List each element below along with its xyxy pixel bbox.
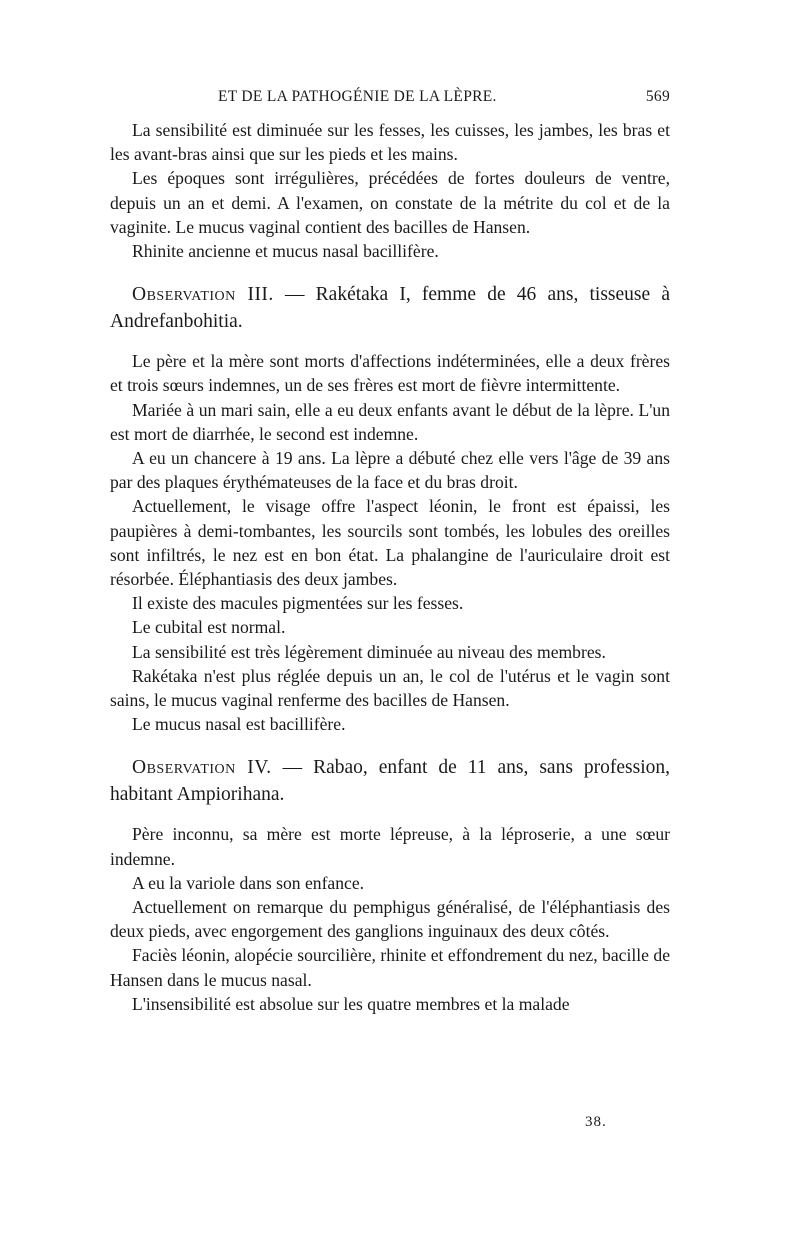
observation-3-heading-text: — Rakétaka I, femme de 46 ans, tisseuse à Andrefanbohitia. — [110, 284, 670, 333]
paragraph: Actuellement on remarque du pemphigus généralisé, de l'éléphantiasis des deux pieds, avec engorgement des ganglions inguinaux des deux côtés. — [110, 897, 670, 942]
running-head-title: ET DE LA PATHOGÉNIE DE LA LÈPRE. — [218, 88, 497, 105]
paragraph: Le cubital est normal. — [132, 617, 286, 638]
paragraph: La sensibilité est diminuée sur les fesses, les cuisses, les jambes, les bras et les avant-bras ainsi que sur les pieds et les mains. — [110, 120, 670, 165]
running-head — [110, 88, 670, 112]
observation-3-heading — [110, 281, 670, 335]
paragraph: L'insensibilité est absolue sur les quatre membres et la malade — [132, 993, 570, 1014]
paragraph: A eu la variole dans son enfance. — [132, 872, 365, 893]
page-number: 569 — [645, 88, 670, 105]
paragraph: La sensibilité est très légèrement diminuée au niveau des membres. — [132, 641, 606, 662]
page-body — [110, 88, 670, 1016]
paragraph: Faciès léonin, alopécie sourcilière, rhinite et effondrement du nez, bacille de Hansen dans le mucus nasal. — [110, 945, 670, 990]
observation-4-label: Observation IV. — [132, 757, 272, 779]
paragraph: Le père et la mère sont morts d'affections indéterminées, elle a deux frères et trois sœurs indemnes, un de ses frères est mort de fièvre intermittente. — [110, 351, 670, 396]
paragraph: Père inconnu, sa mère est morte lépreuse, à la léproserie, a une sœur indemne. — [110, 824, 670, 869]
observation-4-heading — [110, 754, 670, 808]
paragraph: Les époques sont irrégulières, précédées de fortes douleurs de ventre, depuis un an et demi. A l'examen, on constate de la métrite du col et de la vaginite. Le mucus vaginal contient des bacilles de Hansen. — [110, 168, 670, 237]
signature-mark: 38. — [585, 1114, 607, 1130]
paragraph: Le mucus nasal est bacillifère. — [132, 714, 346, 735]
paragraph: Actuellement, le visage offre l'aspect léonin, le front est épaissi, les paupières à demi-tombantes, les sourcils sont tombés, les lobules des oreilles sont infiltrés, le nez est en bon état. La phalangine de l'auriculaire droit est résorbée. Éléphantiasis des deux jambes. — [110, 496, 670, 590]
paragraph: Il existe des macules pigmentées sur les fesses. — [132, 593, 464, 614]
paragraph: A eu un chancere à 19 ans. La lèpre a débuté chez elle vers l'âge de 39 ans par des plaques érythémateuses de la face et du bras droit. — [110, 448, 670, 493]
observation-3-label: Observation III. — [132, 284, 274, 306]
observation-4-heading-text: — Rabao, enfant de 11 ans, sans profession, habitant Ampiorihana. — [110, 757, 670, 806]
paragraph: Mariée à un mari sain, elle a eu deux enfants avant le début de la lèpre. L'un est mort de diarrhée, le second est indemne. — [110, 399, 670, 444]
paragraph: Rhinite ancienne et mucus nasal bacillifère. — [132, 241, 439, 262]
paragraph: Rakétaka n'est plus réglée depuis un an, le col de l'utérus et le vagin sont sains, le mucus vaginal renferme des bacilles de Hansen. — [110, 665, 670, 711]
